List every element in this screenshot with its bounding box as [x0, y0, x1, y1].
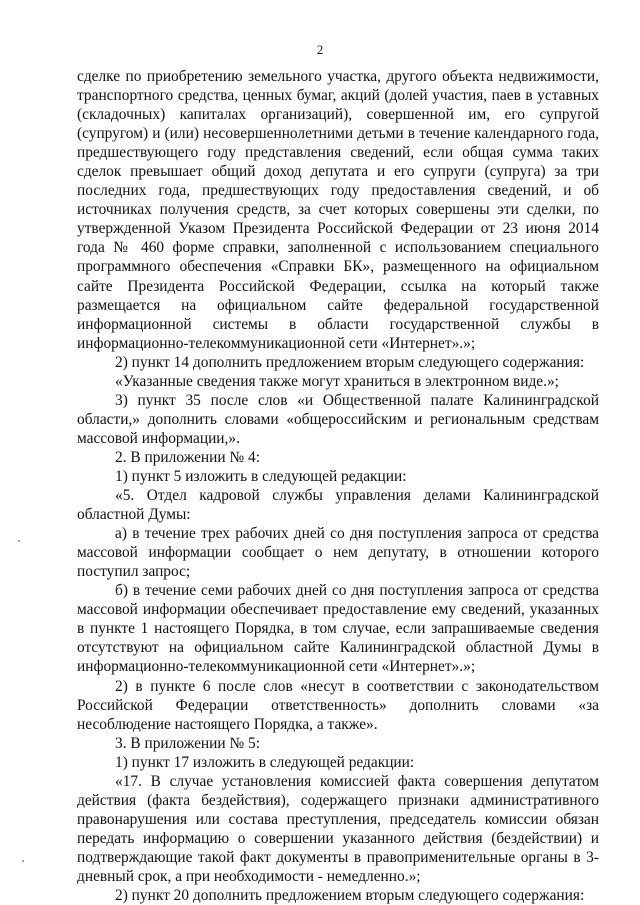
scan-speck	[18, 540, 20, 542]
page-number: 2	[316, 42, 324, 57]
paragraph-subitem-a: а) в течение трех рабочих дней со дня поступления запроса от средства массовой информации сообщает о нем депутату, в отношении которого поступил запрос;	[77, 525, 599, 581]
document-body	[77, 67, 599, 905]
paragraph-item-3: 3) пункт 35 после слов «и Общественной палате Калининградской области,» дополнить словами «общероссийским и региональным средствам массовой информации,».	[77, 391, 599, 447]
paragraph-item-2-point-20: 2) пункт 20 дополнить предложением вторым следующего содержания:	[115, 887, 585, 905]
paragraph-quote: «Указанные сведения также могут храниться в электронном виде.»;	[115, 372, 559, 390]
paragraph-subitem-b: б) в течение семи рабочих дней со дня поступления запроса от средства массовой информации обеспечивает предоставление ему сведений, указанных в пункте 1 настоящего Порядка, в том случае, если запрашиваемые сведения отсутствуют на официальном сайте Калининградской областной Думы в информационно-телекоммуникационной сети «Интернет».»;	[77, 582, 599, 676]
paragraph-item-1-point-17: 1) пункт 17 изложить в следующей редакции:	[115, 753, 415, 771]
paragraph-continuation: сделке по приобретению земельного участка, другого объекта недвижимости, транспортного средства, ценных бумаг, акций (долей участия, паев в уставных (складочных) капиталах организаций), совершенной им, его супругой (супругом) и (или) несовершеннолетними детьми в течение календарного года, предшествующего году представления сведений, если общая сумма таких сделок превышает общий доход депутата и его супруги (супруга) за три последних года, предшествующих году предоставления сведений, и об источниках получения средств, за счет которых совершены эти сделки, по утвержденной Указом Президента Российской Федерации от 23 июня 2014 года № 460 форме справки, заполненной с использованием специального программного обеспечения «Справки БК», размещенного на официальном сайте Президента Российской Федерации, ссылка на который также размещается на официальном сайте федеральной государственной информационной системы в области государственной службы в информационно-телекоммуникационной сети «Интернет».»;	[77, 68, 599, 352]
paragraph-item-1: 1) пункт 5 изложить в следующей редакции:	[115, 467, 407, 485]
paragraph-section-2: 2. В приложении № 4:	[115, 448, 260, 466]
paragraph-point-5: «5. Отдел кадровой службы управления делами Калининградской областной Думы:	[77, 487, 599, 524]
scan-speck	[22, 860, 24, 862]
paragraph-section-3: 3. В приложении № 5:	[115, 734, 260, 752]
paragraph-item-2: 2) пункт 14 дополнить предложением вторым следующего содержания:	[115, 353, 585, 371]
paragraph-item-2-point-6: 2) в пункте 6 после слов «несут в соответствии с законодательством Российской Федерации ответственность» дополнить словами «за несоблюдение настоящего Порядка, а также».	[77, 677, 599, 733]
paragraph-point-17: «17. В случае установления комиссией факта совершения депутатом действия (факта бездействия), содержащего признаки административного правонарушения или состава преступления, председатель комиссии обязан передать информацию о совершении указанного действия (бездействии) и подтверждающие такой факт документы в правоприменительные органы в 3-дневный срок, а при необходимости - немедленно.»;	[77, 772, 599, 885]
